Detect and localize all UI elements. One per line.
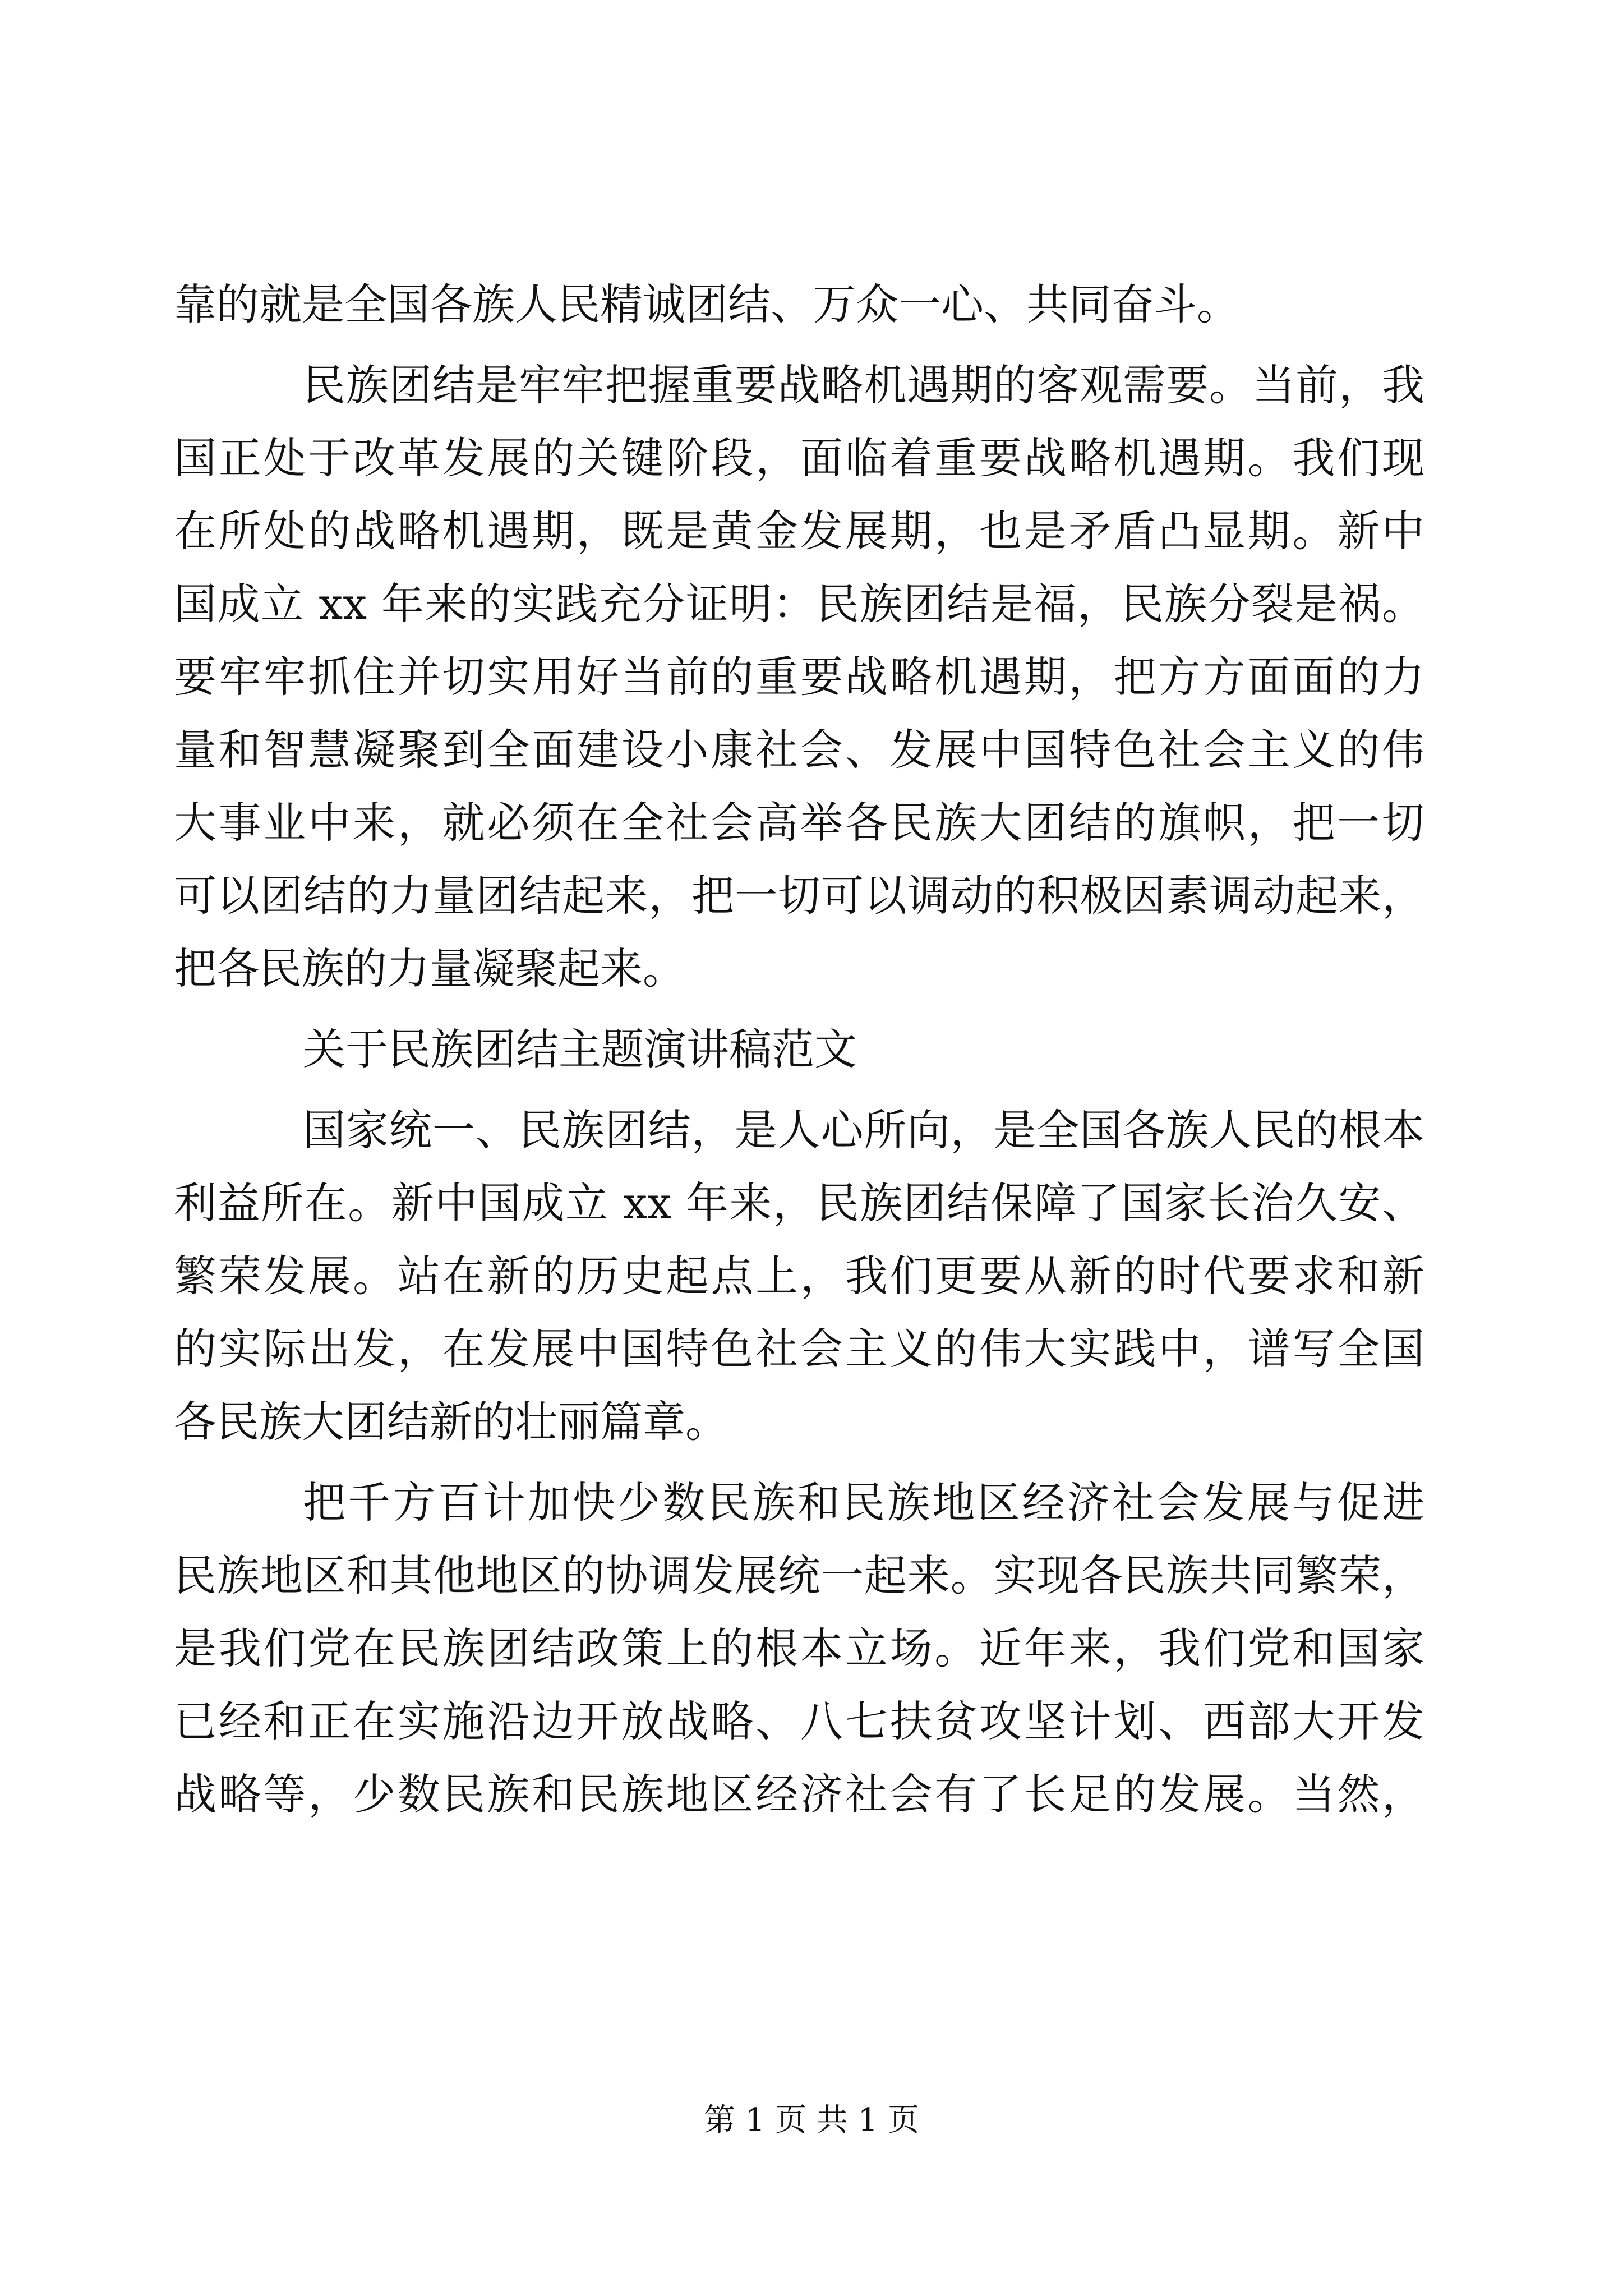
text-line: 要牢牢抓住并切实用好当前的重要战略机遇期，把方方面面的力 bbox=[174, 652, 1424, 702]
text-line: 把各民族的力量凝聚起来。 bbox=[174, 944, 685, 993]
text-line: 国成立 xx 年来的实践充分证明：民族团结是福，民族分裂是祸。 bbox=[174, 579, 1424, 629]
text-line: 民族团结是牢牢把握重要战略机遇期的客观需要。当前，我 bbox=[303, 360, 1424, 410]
text-line: 繁荣发展。站在新的历史起点上，我们更要从新的时代要求和新 bbox=[174, 1251, 1424, 1301]
text-line: 是我们党在民族团结政策上的根本立场。近年来，我们党和国家 bbox=[174, 1623, 1424, 1673]
text-line: 的实际出发，在发展中国特色社会主义的伟大实践中，谱写全国 bbox=[174, 1324, 1424, 1374]
document-body bbox=[174, 268, 1424, 1831]
page-number-label: 第 1 页 共 1 页 bbox=[703, 2102, 920, 2138]
text-line: 各民族大团结新的壮丽篇章。 bbox=[174, 1397, 728, 1447]
text-line: 国家统一、民族团结，是人心所向，是全国各族人民的根本 bbox=[303, 1105, 1424, 1155]
text-line: 已经和正在实施沿边开放战略、八七扶贫攻坚计划、西部大开发 bbox=[174, 1696, 1424, 1746]
text-line: 战略等，少数民族和民族地区经济社会有了长足的发展。当然， bbox=[174, 1769, 1424, 1819]
text-line: 民族地区和其他地区的协调发展统一起来。实现各民族共同繁荣， bbox=[174, 1550, 1424, 1600]
text-line: 量和智慧凝聚到全面建设小康社会、发展中国特色社会主义的伟 bbox=[174, 725, 1424, 775]
text-line: 大事业中来，就必须在全社会高举各民族大团结的旗帜，把一切 bbox=[174, 798, 1424, 848]
text-line: 把千方百计加快少数民族和民族地区经济社会发展与促进 bbox=[303, 1478, 1424, 1527]
text-line: 靠的就是全国各族人民精诚团结、万众一心、共同奋斗。 bbox=[174, 279, 1239, 329]
text-line: 利益所在。新中国成立 xx 年来，民族团结保障了国家长治久安、 bbox=[174, 1178, 1424, 1228]
section-heading: 关于民族团结主题演讲稿范文 bbox=[303, 1024, 857, 1074]
text-line: 在所处的战略机遇期，既是黄金发展期，也是矛盾凸显期。新中 bbox=[174, 506, 1424, 556]
text-line: 国正处于改革发展的关键阶段，面临着重要战略机遇期。我们现 bbox=[174, 433, 1424, 483]
text-line: 可以团结的力量团结起来，把一切可以调动的积极因素调动起来， bbox=[174, 871, 1424, 921]
page-footer bbox=[0, 2101, 1623, 2140]
